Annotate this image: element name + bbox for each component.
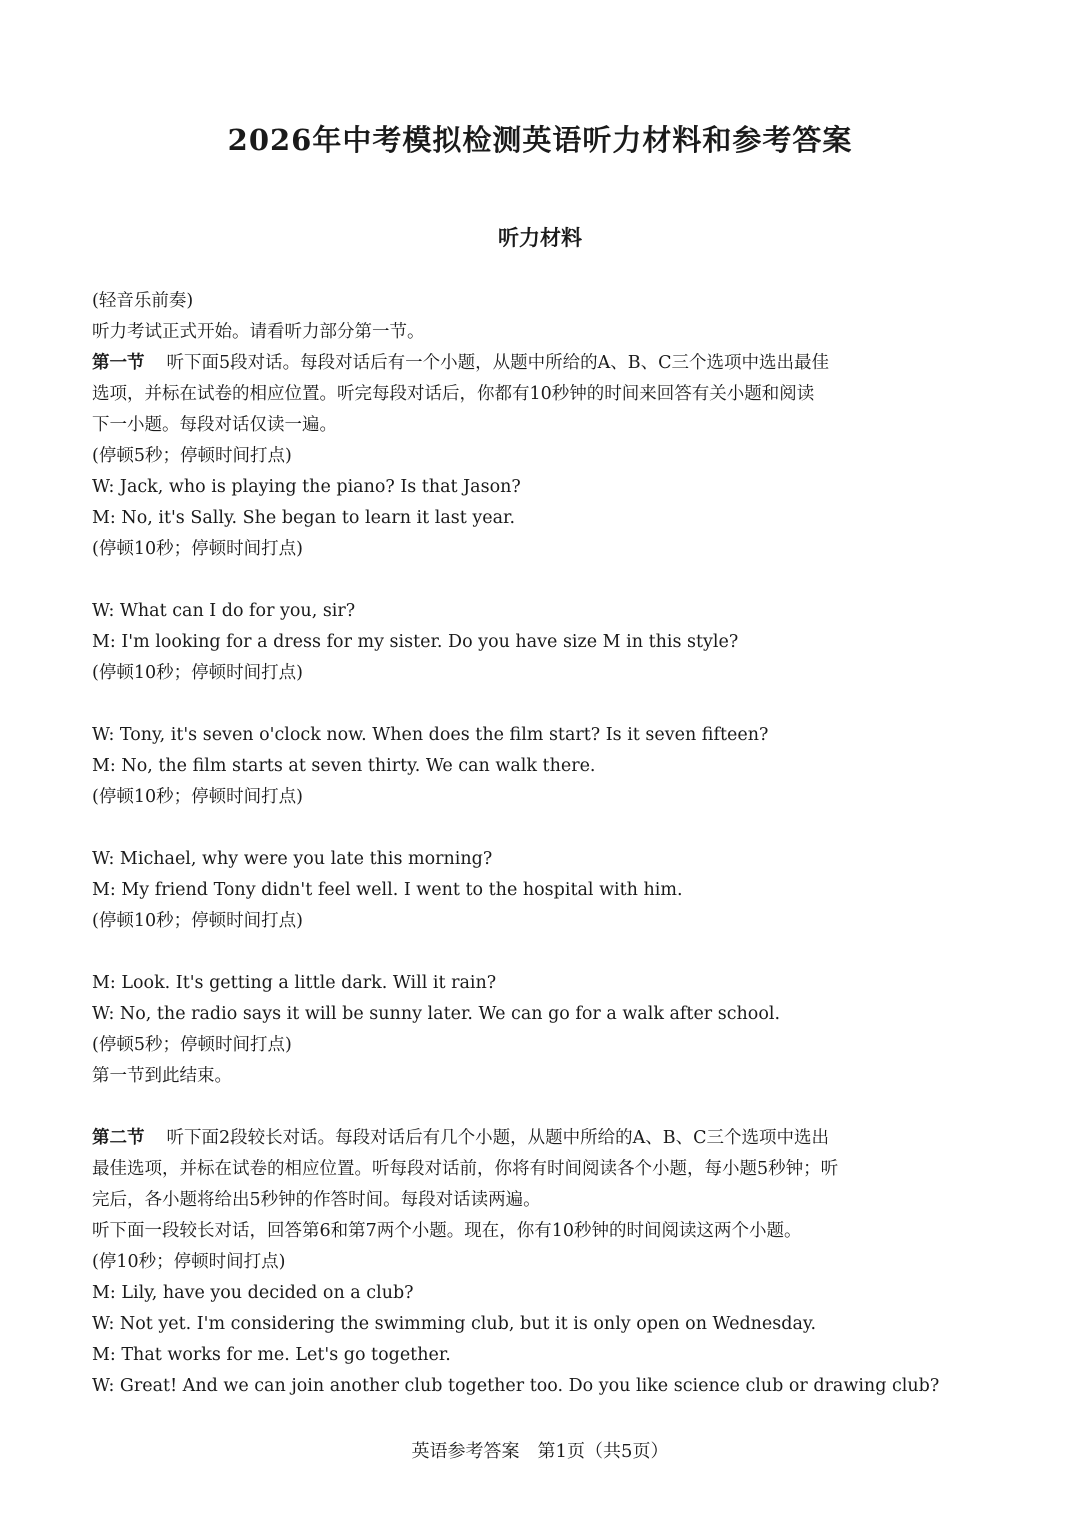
dialogue-line: M: My friend Tony didn't feel well. I went to the hospital with him. [92, 880, 683, 900]
dialogue-line: W: Great! And we can join another club together too. Do you like science club or drawing club? [92, 1376, 940, 1396]
section1-instruction-line: 下一小题。每段对话仅读一遍。 [92, 415, 337, 435]
section-subtitle: 听力材料 [498, 225, 582, 250]
section1-end: 第一节到此结束。 [92, 1066, 232, 1086]
pause-note: (停顿10秒；停顿时间打点) [92, 787, 303, 807]
dialogue-line: W: Michael, why were you late this morning? [92, 849, 493, 869]
spacer [92, 565, 997, 596]
intro-music: (轻音乐前奏) [92, 291, 194, 311]
pause-note: (停顿10秒；停顿时间打点) [92, 539, 303, 559]
intro-start: 听力考试正式开始。请看听力部分第一节。 [92, 322, 425, 342]
dialogue-line: M: No, it's Sally. She began to learn it last year. [92, 508, 516, 528]
dialogue-line: M: That works for me. Let's go together. [92, 1345, 451, 1365]
section2-instruction-line: 最佳选项，并标在试卷的相应位置。听每段对话前，你将有时间阅读各个小题，每小题5秒钟；听 [92, 1159, 839, 1179]
dialogue-line: M: No, the film starts at seven thirty. We can walk there. [92, 756, 596, 776]
dialogue-line: W: No, the radio says it will be sunny later. We can go for a walk after school. [92, 1004, 781, 1024]
section2-dialogue-intro: 听下面一段较长对话，回答第6和第7两个小题。现在，你有10秒钟的时间阅读这两个小题。 [92, 1221, 802, 1241]
document-title: 2026年中考模拟检测英语听力材料和参考答案 [227, 123, 853, 157]
dialogue-line: W: What can I do for you, sir? [92, 601, 356, 621]
document-body [92, 286, 997, 1402]
spacer [92, 813, 997, 844]
pause-note: (停顿10秒；停顿时间打点) [92, 663, 303, 683]
pause-note: (停顿10秒；停顿时间打点) [92, 911, 303, 931]
section2-instruction-line: 完后，各小题将给出5秒钟的作答时间。每段对话读两遍。 [92, 1190, 541, 1210]
dialogue-line: W: Jack, who is playing the piano? Is that Jason? [92, 477, 521, 497]
section2-instruction-text: 听下面2段较长对话。每段对话后有几个小题，从题中所给的A、B、C三个选项中选出 [166, 1128, 830, 1148]
dialogue-line: M: Lily, have you decided on a club? [92, 1283, 414, 1303]
section1-heading: 第一节 [92, 353, 145, 373]
section2-instruction-line [92, 1123, 997, 1154]
spacer [92, 689, 997, 720]
dialogue-line: W: Not yet. I'm considering the swimming club, but it is only open on Wednesday. [92, 1314, 817, 1334]
dialogue-line: W: Tony, it's seven o'clock now. When does the film start? Is it seven fifteen? [92, 725, 769, 745]
pause-note: (停10秒；停顿时间打点) [92, 1252, 286, 1272]
pause-note: (停顿5秒；停顿时间打点) [92, 1035, 292, 1055]
section1-instruction-text: 听下面5段对话。每段对话后有一个小题，从题中所给的A、B、C三个选项中选出最佳 [166, 353, 830, 373]
spacer [92, 1092, 997, 1123]
dialogue-line: M: Look. It's getting a little dark. Will it rain? [92, 973, 497, 993]
section2-heading: 第二节 [92, 1128, 145, 1148]
spacer [92, 937, 997, 968]
section1-instruction-line: 选项，并标在试卷的相应位置。听完每段对话后，你都有10秒钟的时间来回答有关小题和阅读 [92, 384, 815, 404]
page-footer: 英语参考答案 第1页（共5页） [411, 1441, 669, 1462]
dialogue-line: M: I'm looking for a dress for my sister. Do you have size M in this style? [92, 632, 739, 652]
pause-note: (停顿5秒；停顿时间打点) [92, 446, 292, 466]
section1-instruction-line [92, 348, 997, 379]
